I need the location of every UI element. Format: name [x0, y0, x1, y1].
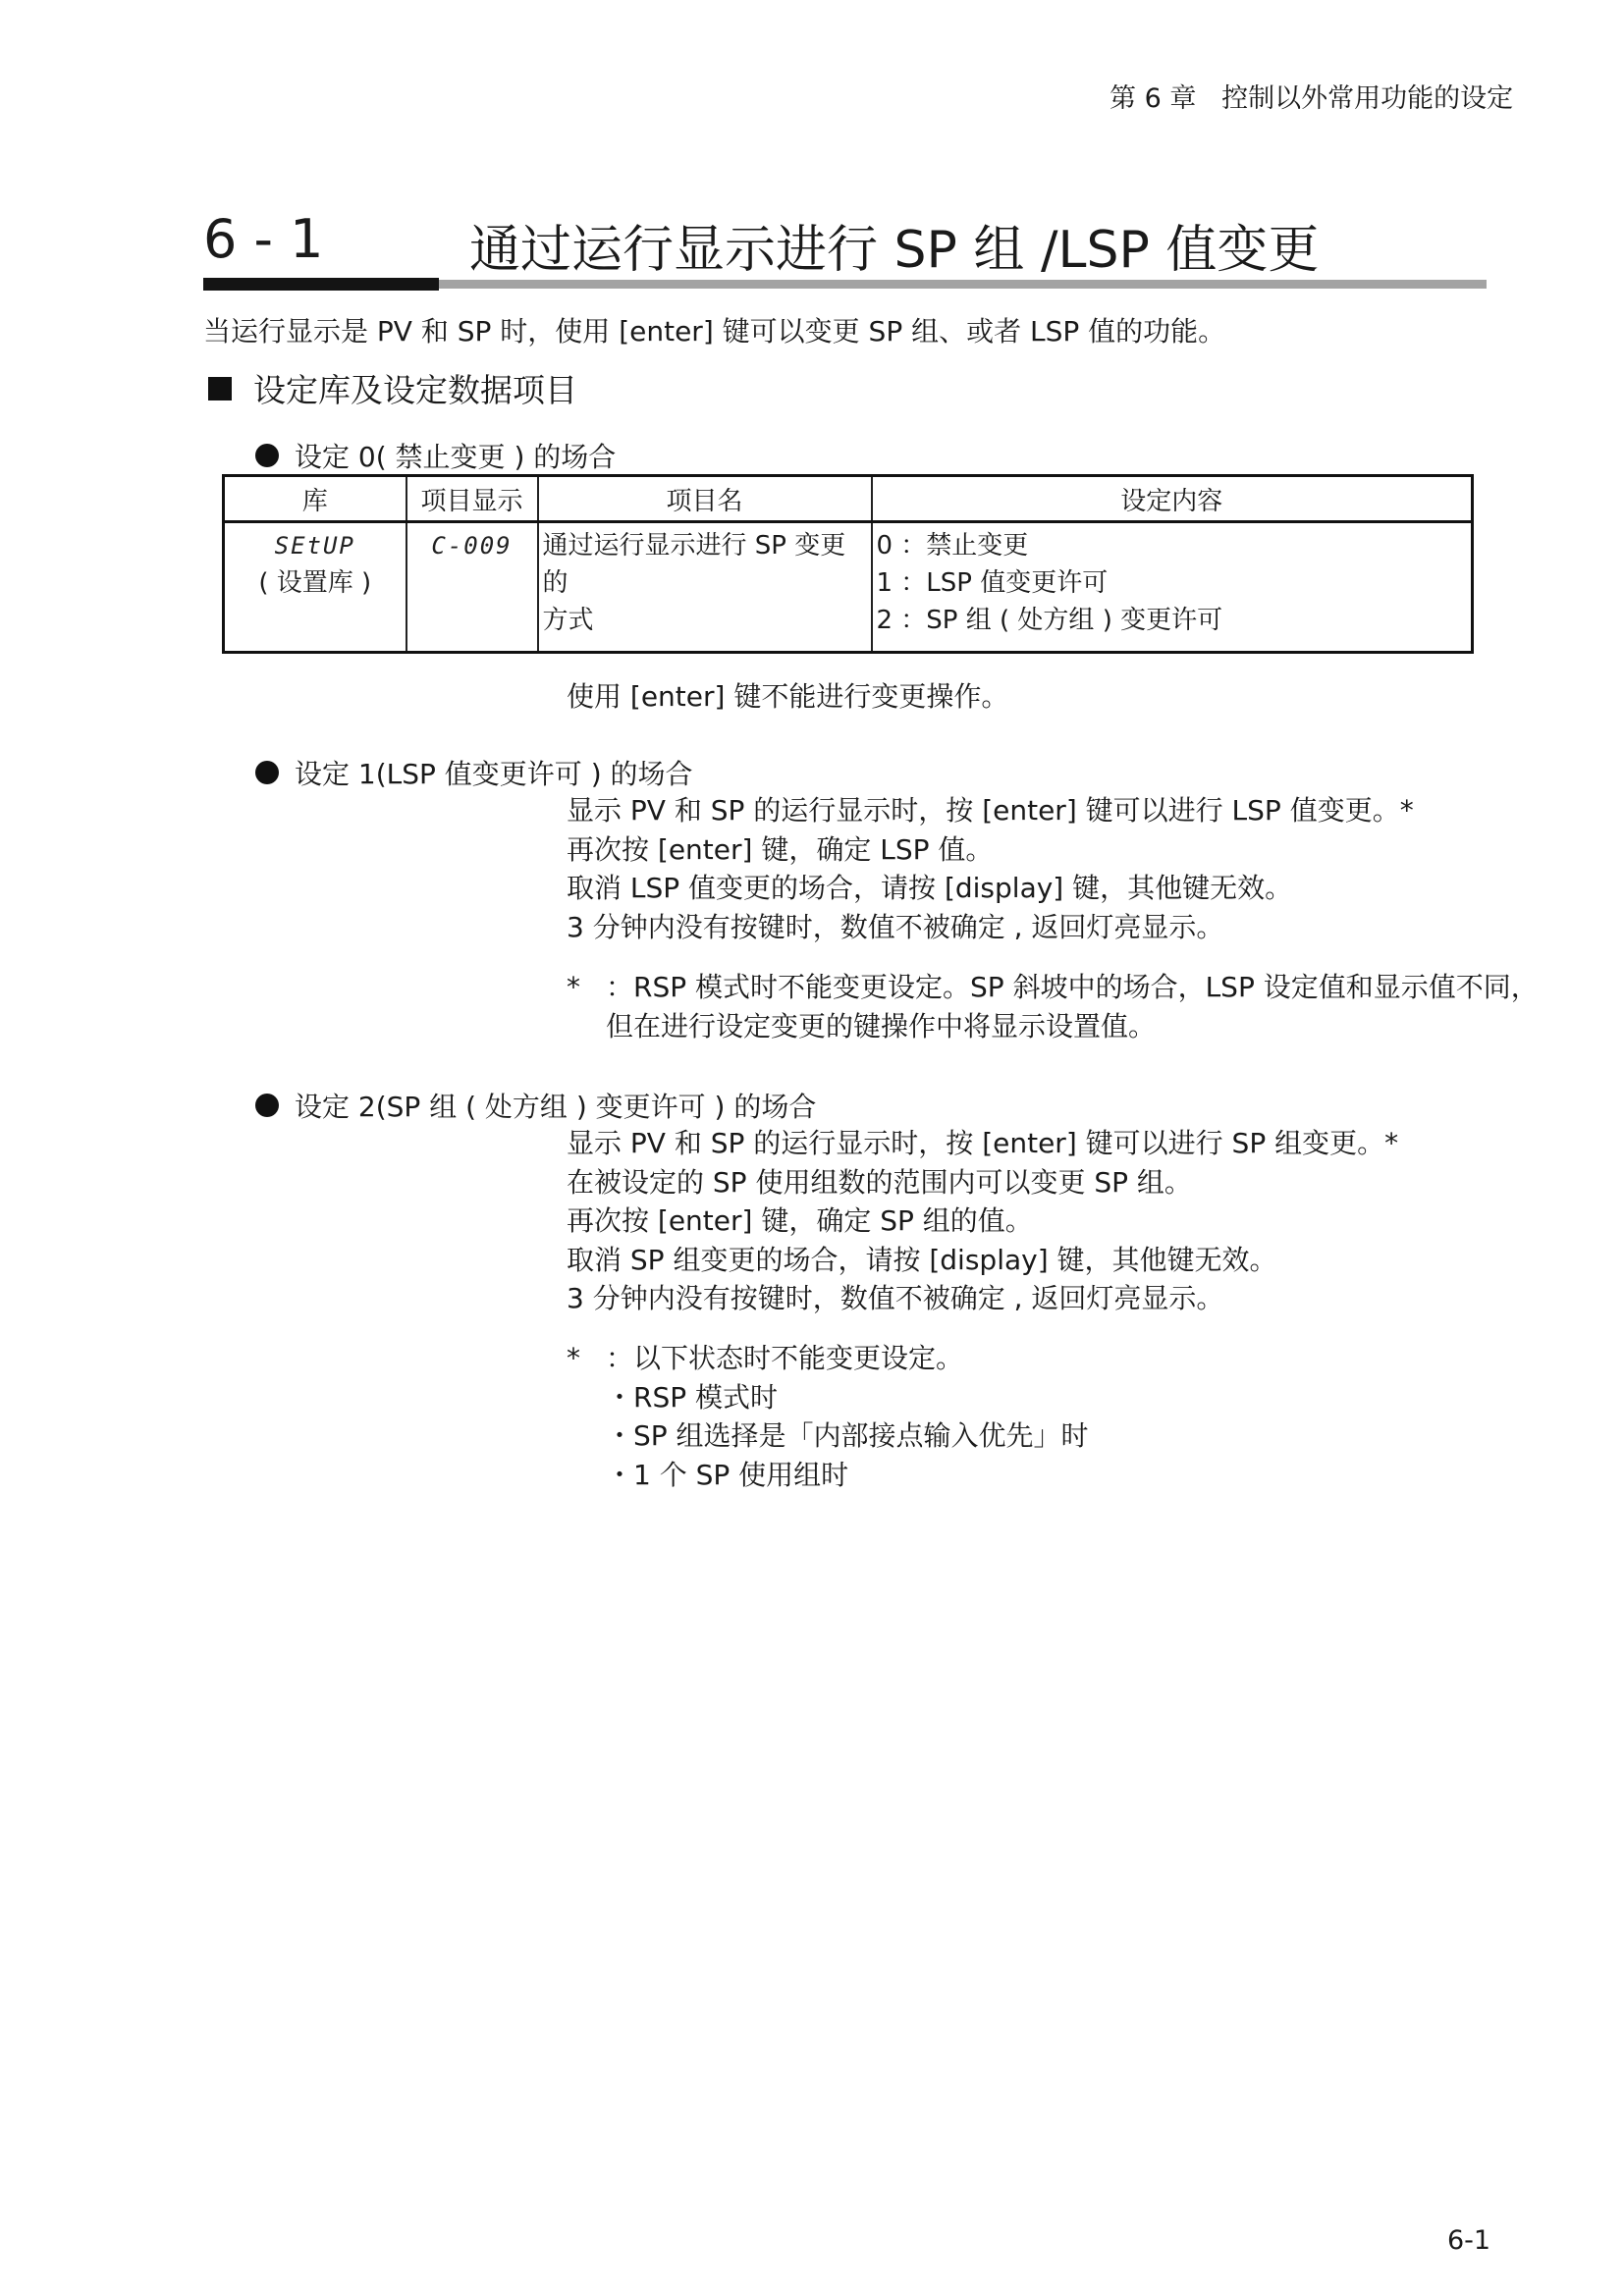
case1-footnote [567, 968, 1539, 1045]
section-title: 通过运行显示进行 SP 组 /LSP 值变更 [469, 221, 1320, 280]
item-name-line: 通过运行显示进行 SP 变更的 [542, 531, 846, 598]
header-item-name: 项目名 [538, 476, 872, 522]
table-row [224, 522, 1473, 653]
header-bank: 库 [224, 476, 406, 522]
item-name-line: 方式 [542, 606, 594, 635]
bank-name: ( 设置库 ) [258, 568, 372, 598]
settings-table [222, 474, 1474, 654]
header-setting-content: 设定内容 [872, 476, 1473, 522]
case2-footnote-line: ・SP 组选择是「内部接点输入优先」时 [606, 1419, 1089, 1452]
circle-bullet-icon [255, 444, 279, 467]
bank-display: SEtUP [274, 532, 355, 560]
case0-heading-text: 设定 0( 禁止变更 ) 的场合 [295, 441, 617, 473]
case0-heading [255, 436, 616, 475]
intro-text: 当运行显示是 PV 和 SP 时，使用 [enter] 键可以变更 SP 组、或者 LSP 值的功能。 [203, 315, 1226, 347]
square-bullet-icon [208, 377, 232, 400]
case2-line: 取消 SP 组变更的场合，请按 [display] 键，其他键无效。 [567, 1243, 1277, 1276]
chapter-number: 第 6 章 [1110, 83, 1197, 114]
header-item-display: 项目显示 [406, 476, 538, 522]
footnote-mark: * [567, 971, 580, 1003]
case2-heading [255, 1086, 816, 1125]
case2-line: 显示 PV 和 SP 的运行显示时，按 [enter] 键可以进行 SP 组变更。* [567, 1127, 1399, 1159]
circle-bullet-icon [255, 761, 279, 784]
case2-line: 3 分钟内没有按键时，数值不被确定 , 返回灯亮显示。 [567, 1282, 1224, 1314]
case1-line: 3 分钟内没有按键时，数值不被确定 , 返回灯亮显示。 [567, 910, 1224, 943]
case1-footnote-line: ：RSP 模式时不能变更设定。SP 斜坡中的场合，LSP 设定值和显示值不同， [606, 971, 1539, 1003]
case0-note: 使用 [enter] 键不能进行变更操作。 [567, 680, 1009, 713]
item-display-code: C-009 [431, 532, 513, 560]
item-name-cell [538, 522, 872, 653]
bank-cell [224, 522, 406, 653]
subheading [208, 365, 577, 411]
chapter-header [1110, 77, 1513, 115]
case2-line: 在被设定的 SP 使用组数的范围内可以变更 SP 组。 [567, 1165, 1192, 1199]
setting-options-cell [872, 522, 1473, 653]
circle-bullet-icon [255, 1094, 279, 1117]
case1-line: 再次按 [enter] 键，确定 LSP 值。 [567, 832, 994, 866]
case1-footnote-line: 但在进行设定变更的键操作中将显示设置值。 [606, 1009, 1157, 1042]
section-number: 6 - 1 [203, 208, 324, 270]
case1-line: 取消 LSP 值变更的场合，请按 [display] 键，其他键无效。 [567, 872, 1293, 904]
page-number: 6-1 [1447, 2225, 1491, 2256]
case2-line: 再次按 [enter] 键，确定 SP 组的值。 [567, 1204, 1033, 1237]
chapter-title: 控制以外常用功能的设定 [1221, 83, 1514, 114]
title-rule-dark [203, 278, 439, 291]
case1-heading [255, 753, 693, 792]
footnote-mark: * [567, 1342, 580, 1374]
case2-footnote-line: ：以下状态时不能变更设定。 [606, 1342, 964, 1374]
case2-footnote [567, 1339, 1089, 1494]
option-0: 0 ：禁止变更 [876, 531, 1029, 561]
title-rule-gray [439, 280, 1487, 289]
case1-footnote-row [567, 968, 1539, 1007]
option-1: 1 ：LSP 值变更许可 [876, 568, 1109, 598]
case1-line: 显示 PV 和 SP 的运行显示时，按 [enter] 键可以进行 LSP 值变更。* [567, 794, 1414, 827]
case2-heading-text: 设定 2(SP 组 ( 处方组 ) 变更许可 ) 的场合 [295, 1091, 817, 1123]
case2-footnote-line: ・RSP 模式时 [606, 1380, 779, 1414]
case2-footnote-line: ・1 个 SP 使用组时 [606, 1458, 849, 1491]
case1-heading-text: 设定 1(LSP 值变更许可 ) 的场合 [295, 758, 693, 790]
case1-body [567, 791, 1414, 946]
subheading-text: 设定库及设定数据项目 [253, 371, 577, 409]
option-2: 2 ：SP 组 ( 处方组 ) 变更许可 [876, 606, 1223, 635]
table-header-row [224, 476, 1473, 522]
case2-footnote-row [567, 1339, 1089, 1378]
case2-body [567, 1124, 1398, 1318]
item-display-cell [406, 522, 538, 653]
